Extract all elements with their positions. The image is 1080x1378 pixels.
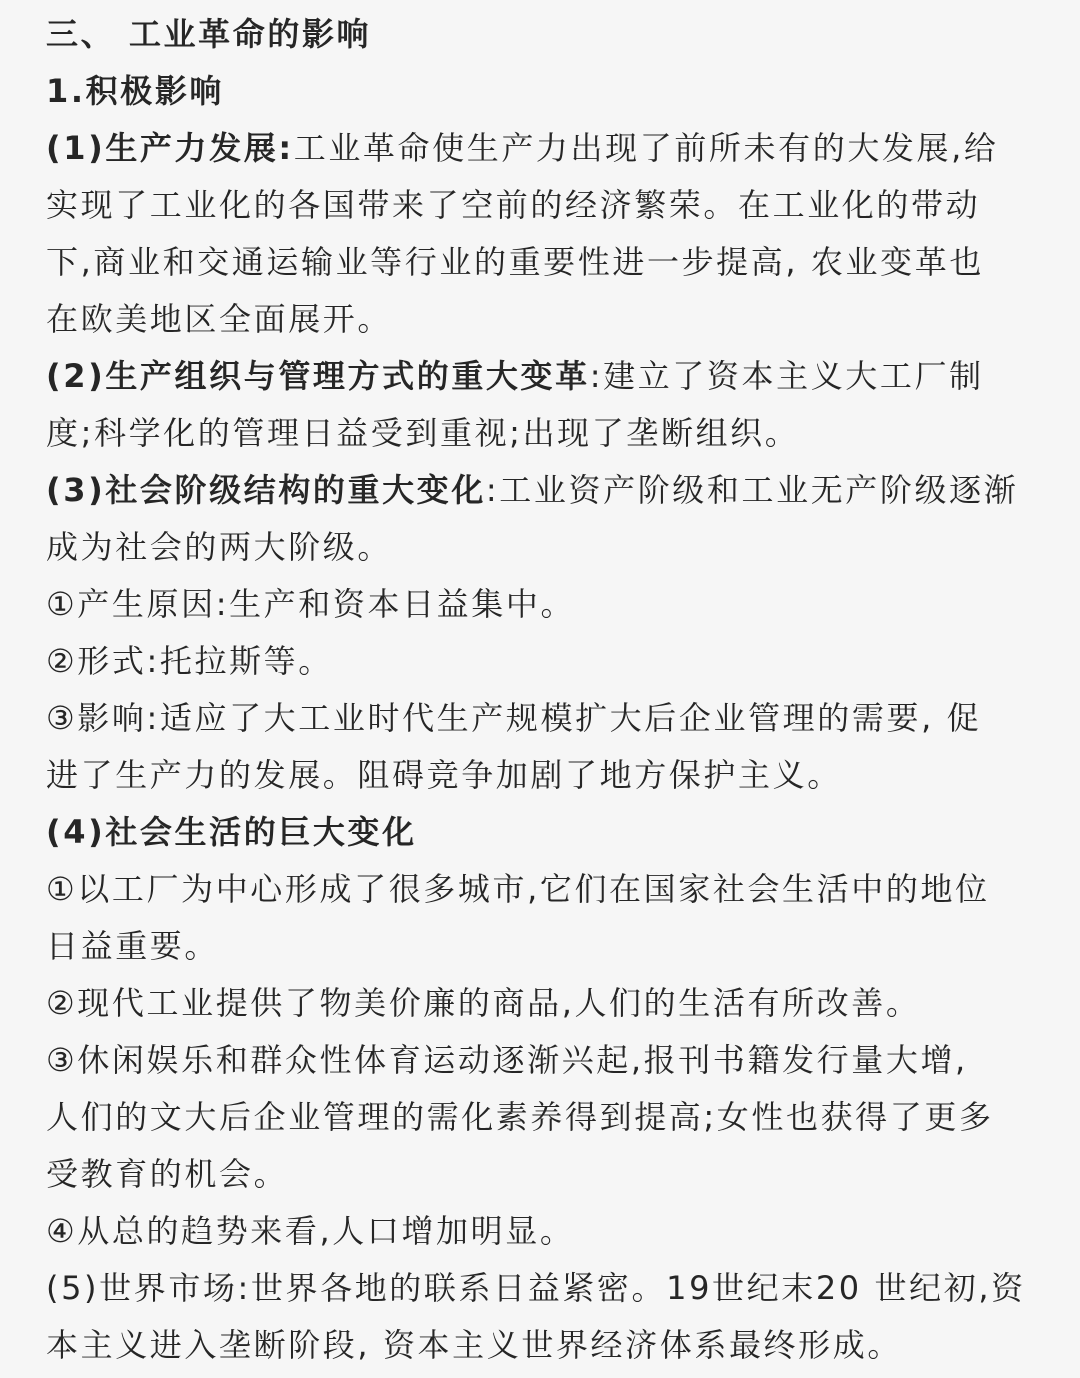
line-text: :工业资产阶级和工业无产阶级逐渐	[485, 471, 1019, 509]
paragraph-line: 本主义进入垄断阶段, 资本主义世界经济体系最终形成。	[46, 1326, 902, 1364]
paragraph-line: ②形式:托拉斯等。	[46, 642, 333, 680]
paragraph-line: 度;科学化的管理日益受到重视;出现了垄断组织。	[46, 414, 800, 452]
paragraph-line	[46, 356, 1066, 396]
paragraph-line: 成为社会的两大阶级。	[46, 528, 393, 566]
item-label: (4)社会生活的巨大变化	[46, 813, 417, 851]
subheading: 1.积极影响	[46, 72, 225, 110]
paragraph-line: (5)世界市场:世界各地的联系日益紧密。19世纪末20 世纪初,资	[46, 1269, 1026, 1307]
paragraph-line: ①产生原因:生产和资本日益集中。	[46, 585, 576, 623]
item-label: (3)社会阶级结构的重大变化	[46, 471, 486, 509]
item-label: (1)生产力发展:	[46, 129, 294, 167]
paragraph-line: ④从总的趋势来看,人口增加明显。	[46, 1212, 575, 1250]
paragraph-line: ①以工厂为中心形成了很多城市,它们在国家社会生活中的地位	[46, 870, 990, 908]
paragraph-line	[46, 470, 1066, 510]
paragraph-line: ②现代工业提供了物美价廉的商品,人们的生活有所改善。	[46, 984, 921, 1022]
item-label: (2)生产组织与管理方式的重大变革	[46, 357, 590, 395]
paragraph-line: 日益重要。	[46, 927, 220, 965]
paragraph-line: 人们的文大后企业管理的需化素养得到提高;女性也获得了更多	[46, 1098, 994, 1136]
paragraph-line	[46, 128, 1066, 168]
paragraph-line: 下,商业和交通运输业等行业的重要性进一步提高, 农业变革也	[46, 243, 984, 281]
paragraph-line: 实现了工业化的各国带来了空前的经济繁荣。在工业化的带动	[46, 186, 981, 224]
paragraph-line: 受教育的机会。	[46, 1155, 289, 1193]
paragraph-line: 在欧美地区全面展开。	[46, 300, 393, 338]
line-text: :建立了资本主义大工厂制	[589, 357, 984, 395]
paragraph-line: 进了生产力的发展。阻碍竞争加剧了地方保护主义。	[46, 756, 842, 794]
paragraph-line: ③休闲娱乐和群众性体育运动逐渐兴起,报刊书籍发行量大增,	[46, 1041, 968, 1079]
paragraph-line: ③影响:适应了大工业时代生产规模扩大后企业管理的需要, 促	[46, 699, 982, 737]
line-text: 工业革命使生产力出现了前所未有的大发展,给	[293, 129, 999, 167]
section-heading: 三、 工业革命的影响	[46, 15, 372, 53]
